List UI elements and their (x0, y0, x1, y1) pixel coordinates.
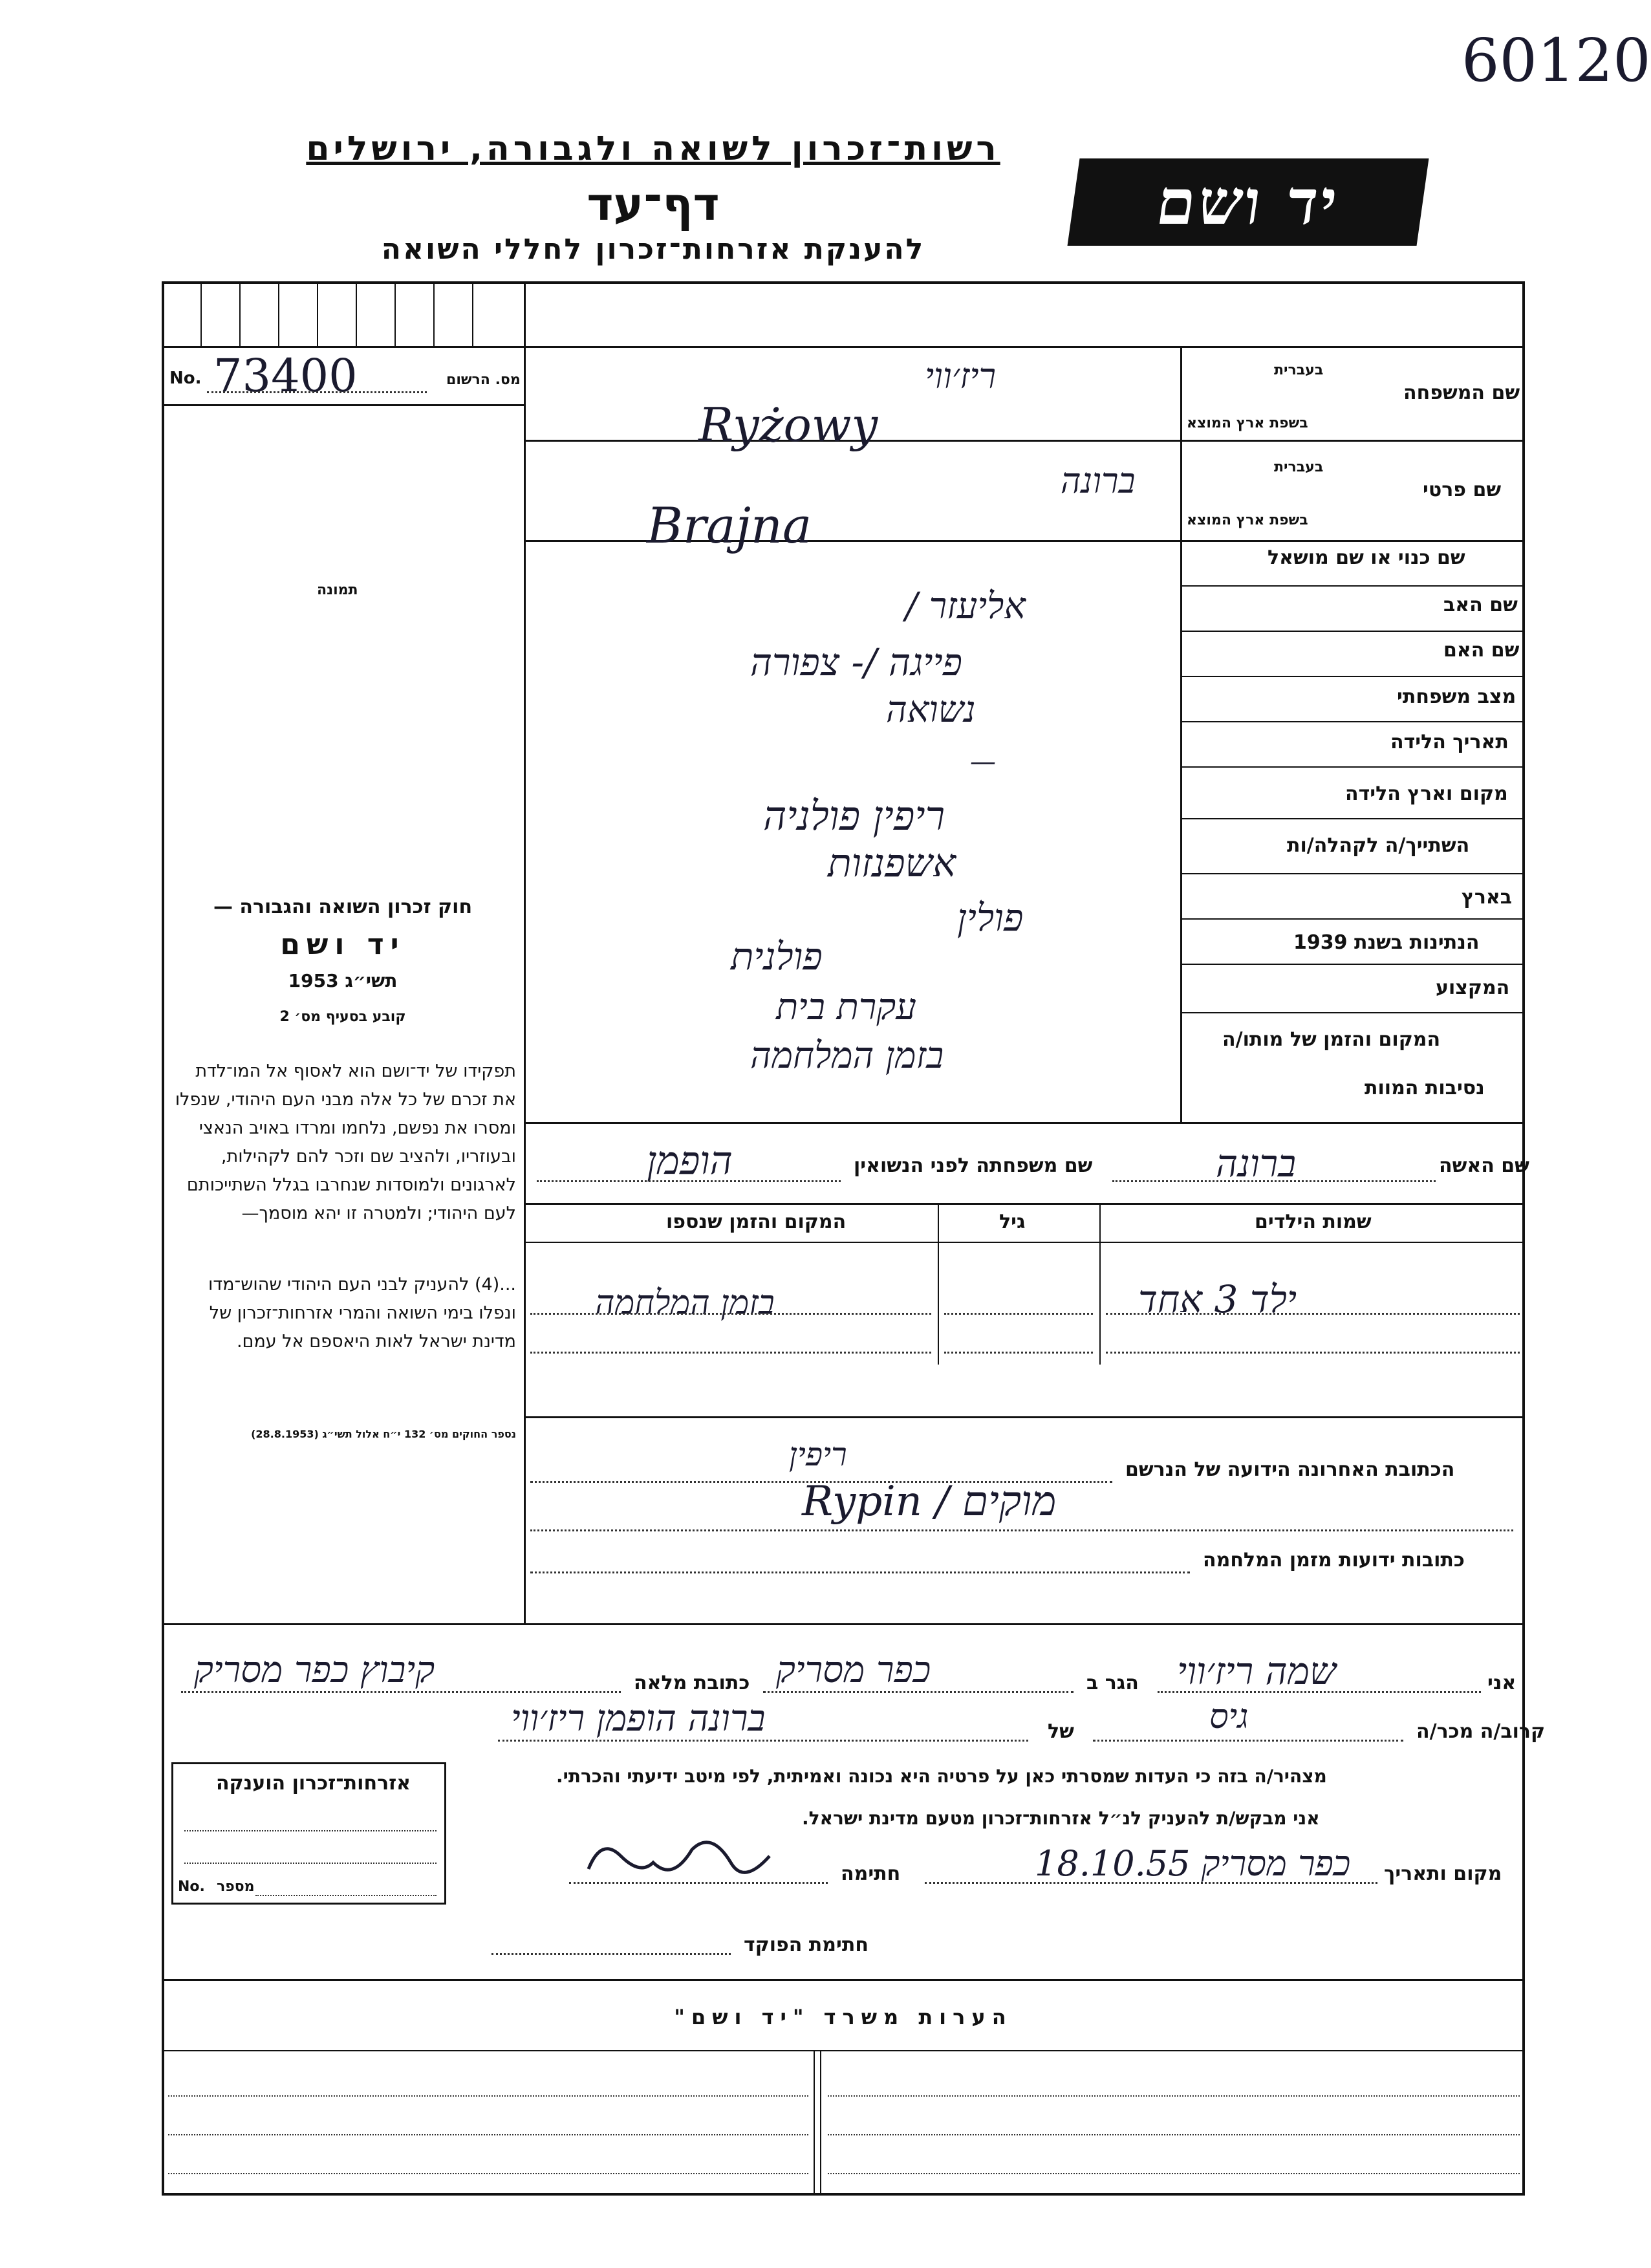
citizenship-value: פולנית (731, 934, 823, 978)
mother-label: שם האם (1443, 639, 1520, 662)
father-label: שם האב (1443, 594, 1518, 616)
profession-label: המקצוע (1436, 977, 1510, 999)
citizenship-label: הנתינות בשנת 1939 (1293, 931, 1480, 954)
law-clause: קובע בסעיף מס׳ 2 (279, 1009, 406, 1025)
death-value: בזמן המלחמה (750, 1035, 944, 1077)
registration-number: 73400 (213, 349, 358, 402)
birth-place-value: ריפין פולניה (763, 792, 945, 839)
birth-date-label: תאריך הלידה (1390, 731, 1509, 753)
country-value: פולין (957, 896, 1024, 940)
maiden-name-label: שם משפחתה לפני הנשואין (854, 1154, 1093, 1177)
last-address-label: הכתובת האחרונה הידועה של הנרשם (1125, 1458, 1455, 1481)
relative-value: גיס (1209, 1698, 1249, 1736)
signature-label: חתימה (841, 1863, 901, 1885)
statement-1: מצהיר/ה בזה כי העדות שמסרתי כאן על פרטיה היא נכונה ואמיתית, לפי מיטב ידיעתי והכרתי. (556, 1766, 1327, 1787)
citizenship-box-no: No. (178, 1879, 205, 1895)
office-notes-title: הערות משרד "יד ושם" (674, 2005, 1013, 2029)
birth-date-value: — (970, 747, 996, 777)
first-name-sub-hebrew: בעברית (1274, 459, 1324, 475)
children-age-header: גיל (999, 1211, 1026, 1233)
family-name-sub-hebrew: בעברית (1274, 362, 1324, 378)
resides-label: הגר ב (1086, 1672, 1139, 1694)
full-address-value: קיבוץ כפר מסריק (194, 1649, 435, 1691)
nickname-label: שם כנוי או שם מושאל (1268, 546, 1465, 569)
declarant-label: אני (1487, 1672, 1516, 1694)
logo-text: יד ושם (1152, 166, 1344, 239)
country-label: בארץ (1462, 886, 1513, 909)
first-name-sub-country: בשפת ארץ המוצא (1187, 512, 1308, 528)
law-title: חוק זכרון השואה והגבורה — (213, 896, 473, 918)
of-label: של (1048, 1720, 1074, 1743)
law-text-2: ...(4) להעניק לבני העם היהודי שהוש־מדו ונפלו בימי השואה והמרי אזרחות־זכרון של מדינת ישראל לאות היאספם אל עמם. (208, 1275, 516, 1352)
registration-label: מס. הרשום (446, 372, 521, 388)
citizenship-box-number-label: מספר (217, 1879, 255, 1895)
family-name-label: שם המשפחה (1403, 382, 1520, 404)
death-label: המקום והזמן של מותו/ה (1222, 1028, 1441, 1051)
maiden-name-value: הופמן (647, 1138, 733, 1183)
form-title: דף־עד (587, 178, 720, 231)
spouse-value: ברונה (1216, 1141, 1297, 1185)
law-name: יד ושם (280, 928, 405, 961)
form-subtitle: להענקת אזרחות־זכרון לחללי השואה (381, 233, 925, 266)
full-address-label: כתובת מלאה (634, 1672, 750, 1694)
first-name-label: שם פרטי (1423, 479, 1502, 501)
community-value: אשפנזות (828, 841, 956, 886)
marital-value: נשואה (886, 689, 976, 731)
family-name-sub-country: בשפת ארץ המוצא (1187, 415, 1308, 431)
signature (582, 1830, 789, 1888)
place-date-value: כפר מסריק 18.10.55 (1035, 1843, 1351, 1884)
relative-label: קרוב/ה מכר/ה (1416, 1720, 1546, 1743)
first-name-latin: Brajna (647, 497, 812, 554)
last-address-value-1: ריפין (789, 1436, 847, 1473)
family-name-hebrew: ריז׳ווי (925, 356, 997, 396)
of-value: ברונה הופמן ריז׳ווי (511, 1698, 766, 1740)
law-year: תשי״ג 1953 (288, 970, 398, 991)
corner-number: 60120 (1462, 26, 1651, 95)
law-text-1: תפקידו של יד־ושם הוא לאסוף אל המו־לדת את זכרם של כל אלה מבני העם היהודי, שנפלו ומסרו את נפשם, נלחמו ומרדו באויב הנאצי ובעוזריו, ולהציב שם וזכר להם לקהילות, לארגונים ולמוסדות שנחרבו בגלל השתייכותם לעם היהודי; ולמטרה זו יהא מוסמך— (175, 1061, 516, 1224)
birth-place-label: מקום וארץ הלידה (1345, 783, 1508, 805)
spouse-label: שם האשה (1439, 1154, 1529, 1177)
yad-vashem-logo (1068, 158, 1429, 246)
registration-no-label: No. (169, 369, 202, 388)
law-footnote: נספר החוקים מס׳ 132 י״ח אלול תשי״ג (28.8.1953) (251, 1428, 516, 1440)
child-row-1-place: בזמן המלחמה (595, 1284, 775, 1323)
profession-value: עקרת בית (776, 986, 916, 1028)
statement-2: אני מבקש/ת להעניק לנ״ל אזרחות־זכרון מטעם מדינת ישראל. (802, 1808, 1320, 1829)
war-address-label: כתובות ידועות מזמן המלחמה (1203, 1549, 1465, 1571)
declarant-name: שמה ריז׳ווי (1177, 1649, 1337, 1693)
citizenship-box-title: אזרחות־זכרון הוענקה (215, 1772, 411, 1795)
authority-line: רשות־זכרון לשואה ולגבורה, ירושלים (306, 129, 1000, 168)
father-value: אליעזר / (905, 585, 1026, 627)
first-name-hebrew: ברונה (1061, 460, 1136, 501)
last-address-value-2: Rypin / מוקים (802, 1478, 1057, 1526)
community-label: השתייך/ה לקהלה/ות (1287, 834, 1470, 857)
child-row-1-name: ילד 3 אחד (1138, 1277, 1297, 1321)
mother-value: פייגה /- צפורה (750, 640, 963, 684)
family-name-latin: Ryżowy (698, 398, 878, 452)
official-signature-label: חתימת הפוקד (744, 1934, 869, 1956)
place-date-label: מקום ותאריך (1384, 1863, 1502, 1885)
photo-label: תמונה (317, 582, 358, 598)
resides-value: כפר מסריק (776, 1649, 931, 1691)
children-place-header: המקום והזמן שנספו (666, 1211, 847, 1233)
death-label-2: נסיבות המוות (1365, 1077, 1485, 1099)
marital-label: מצב משפחתי (1397, 686, 1516, 708)
children-names-header: שמות הילדים (1255, 1211, 1372, 1233)
